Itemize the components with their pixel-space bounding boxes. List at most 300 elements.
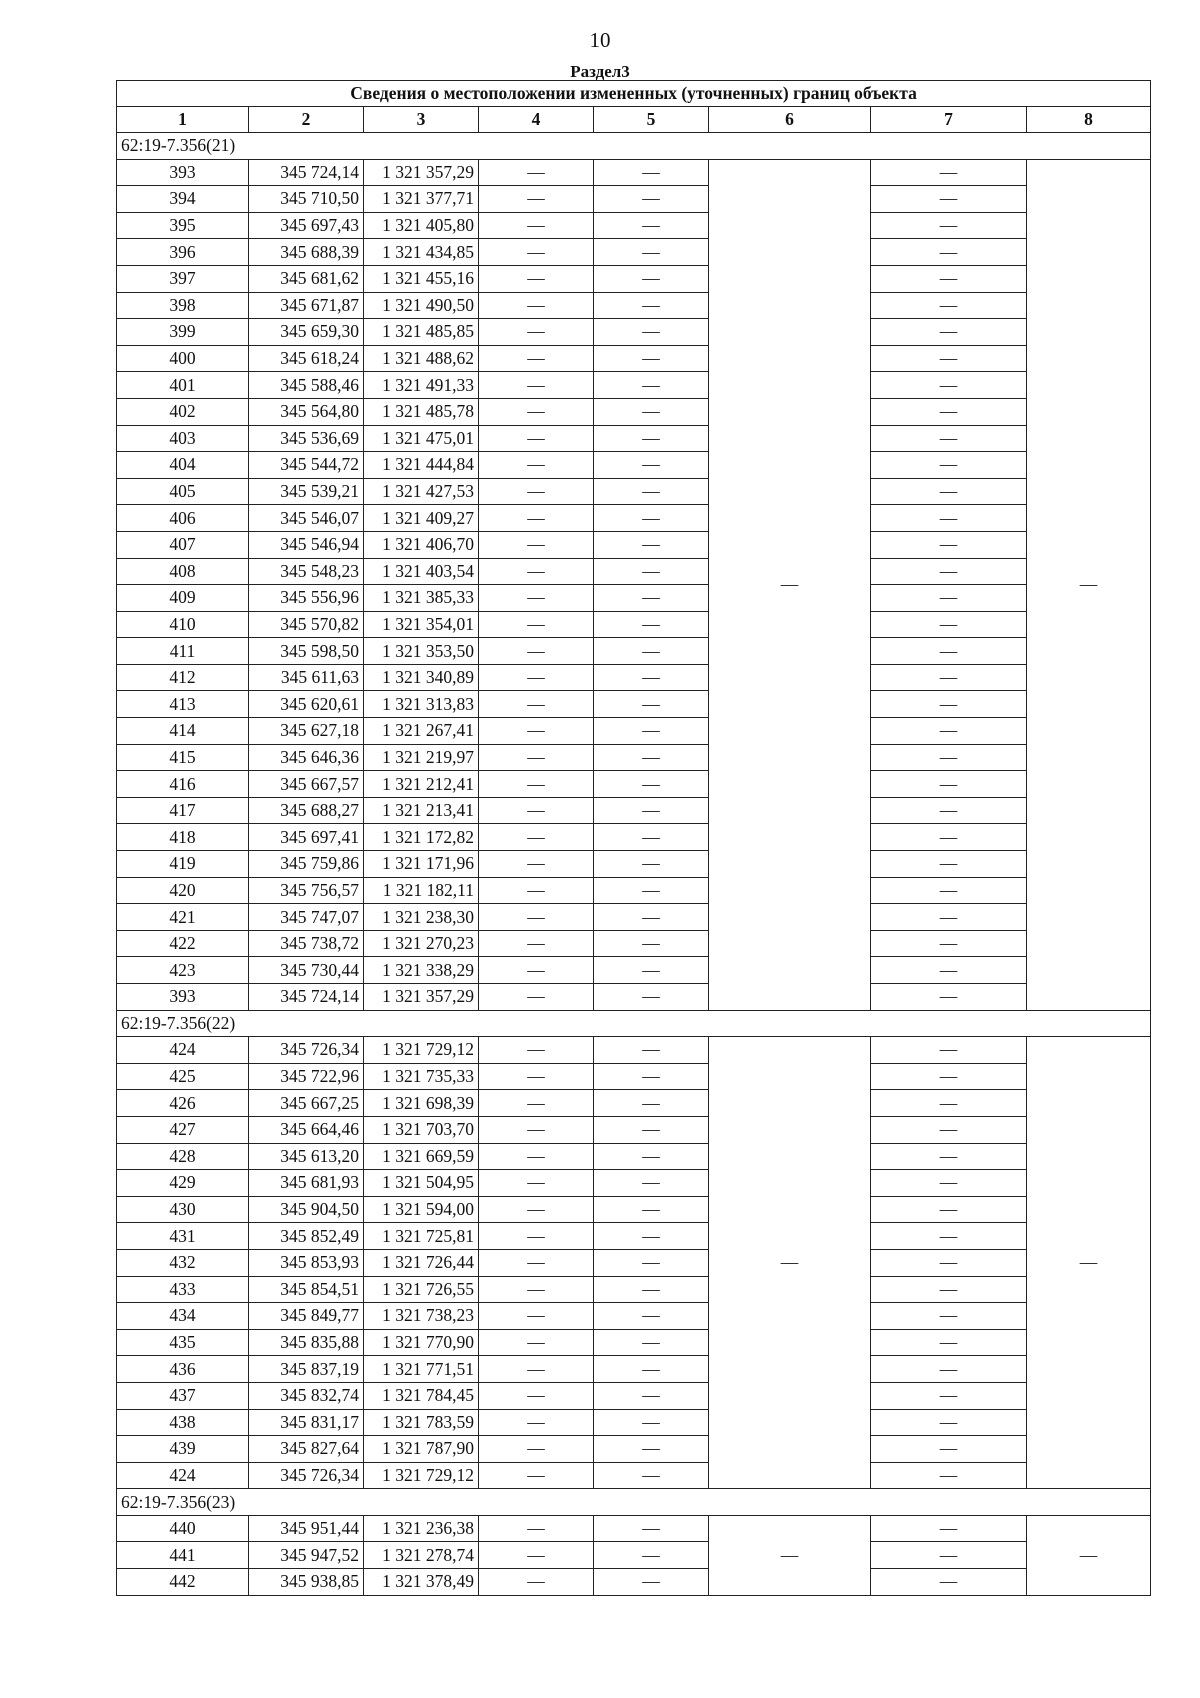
table-row bbox=[117, 319, 1151, 346]
coordinate-x: 345 852,49 bbox=[249, 1223, 364, 1250]
coordinate-x: 345 681,93 bbox=[249, 1170, 364, 1197]
column-4-dash: — bbox=[479, 239, 594, 266]
table-row bbox=[117, 212, 1151, 239]
column-4-dash: — bbox=[479, 904, 594, 931]
column-7-dash: — bbox=[871, 1037, 1027, 1064]
column-4-dash: — bbox=[479, 398, 594, 425]
coordinate-y: 1 321 787,90 bbox=[364, 1436, 479, 1463]
column-5-dash: — bbox=[594, 744, 709, 771]
point-number: 393 bbox=[117, 984, 249, 1011]
column-4-dash: — bbox=[479, 1329, 594, 1356]
column-4-dash: — bbox=[479, 851, 594, 878]
column-5-dash: — bbox=[594, 1063, 709, 1090]
coordinate-x: 345 724,14 bbox=[249, 159, 364, 186]
point-number: 439 bbox=[117, 1436, 249, 1463]
table-row bbox=[117, 1462, 1151, 1489]
column-7-dash: — bbox=[871, 345, 1027, 372]
coordinate-x: 345 747,07 bbox=[249, 904, 364, 931]
coordinate-x: 345 646,36 bbox=[249, 744, 364, 771]
column-7-dash: — bbox=[871, 212, 1027, 239]
column-5-dash: — bbox=[594, 585, 709, 612]
column-4-dash: — bbox=[479, 1569, 594, 1596]
coordinate-x: 345 724,14 bbox=[249, 984, 364, 1011]
column-4-dash: — bbox=[479, 824, 594, 851]
coordinate-y: 1 321 669,59 bbox=[364, 1143, 479, 1170]
table-row bbox=[117, 1436, 1151, 1463]
coordinate-x: 345 620,61 bbox=[249, 691, 364, 718]
table-row bbox=[117, 478, 1151, 505]
column-8-dash: — bbox=[1027, 1515, 1151, 1595]
coordinate-y: 1 321 357,29 bbox=[364, 984, 479, 1011]
table-row bbox=[117, 1303, 1151, 1330]
point-number: 427 bbox=[117, 1116, 249, 1143]
group-label: 62:19-7.356(21) bbox=[117, 133, 1151, 160]
point-number: 413 bbox=[117, 691, 249, 718]
column-7-dash: — bbox=[871, 1303, 1027, 1330]
coordinate-y: 1 321 427,53 bbox=[364, 478, 479, 505]
coordinate-x: 345 837,19 bbox=[249, 1356, 364, 1383]
table-row bbox=[117, 1037, 1151, 1064]
column-5-dash: — bbox=[594, 398, 709, 425]
column-7-dash: — bbox=[871, 1143, 1027, 1170]
column-5-dash: — bbox=[594, 159, 709, 186]
table-row bbox=[117, 531, 1151, 558]
table-row bbox=[117, 265, 1151, 292]
point-number: 415 bbox=[117, 744, 249, 771]
table-body bbox=[117, 133, 1151, 1596]
table-row bbox=[117, 1569, 1151, 1596]
table-row bbox=[117, 159, 1151, 186]
table-row bbox=[117, 1409, 1151, 1436]
table-title: Сведения о местоположении измененных (уточненных) границ объекта bbox=[117, 81, 1151, 107]
point-number: 394 bbox=[117, 186, 249, 213]
table-row bbox=[117, 611, 1151, 638]
point-number: 417 bbox=[117, 797, 249, 824]
column-5-dash: — bbox=[594, 851, 709, 878]
column-7-dash: — bbox=[871, 1196, 1027, 1223]
coordinate-x: 345 853,93 bbox=[249, 1249, 364, 1276]
column-header: 8 bbox=[1027, 107, 1151, 133]
table-row bbox=[117, 1249, 1151, 1276]
column-4-dash: — bbox=[479, 186, 594, 213]
coordinate-x: 345 832,74 bbox=[249, 1382, 364, 1409]
table-row bbox=[117, 797, 1151, 824]
column-4-dash: — bbox=[479, 585, 594, 612]
coordinate-y: 1 321 340,89 bbox=[364, 664, 479, 691]
column-4-dash: — bbox=[479, 212, 594, 239]
point-number: 428 bbox=[117, 1143, 249, 1170]
column-7-dash: — bbox=[871, 638, 1027, 665]
column-4-dash: — bbox=[479, 744, 594, 771]
table-row bbox=[117, 585, 1151, 612]
table-row bbox=[117, 930, 1151, 957]
column-6-dash: — bbox=[709, 159, 871, 1010]
column-4-dash: — bbox=[479, 452, 594, 479]
group-label: 62:19-7.356(23) bbox=[117, 1489, 1151, 1516]
column-5-dash: — bbox=[594, 1116, 709, 1143]
column-4-dash: — bbox=[479, 1462, 594, 1489]
coordinate-x: 345 710,50 bbox=[249, 186, 364, 213]
column-5-dash: — bbox=[594, 372, 709, 399]
column-header: 5 bbox=[594, 107, 709, 133]
coordinate-y: 1 321 385,33 bbox=[364, 585, 479, 612]
column-header: 2 bbox=[249, 107, 364, 133]
column-5-dash: — bbox=[594, 1170, 709, 1197]
point-number: 432 bbox=[117, 1249, 249, 1276]
table-row bbox=[117, 425, 1151, 452]
column-5-dash: — bbox=[594, 531, 709, 558]
column-5-dash: — bbox=[594, 904, 709, 931]
column-4-dash: — bbox=[479, 1249, 594, 1276]
column-7-dash: — bbox=[871, 877, 1027, 904]
column-4-dash: — bbox=[479, 1170, 594, 1197]
column-5-dash: — bbox=[594, 957, 709, 984]
column-5-dash: — bbox=[594, 771, 709, 798]
group-label: 62:19-7.356(22) bbox=[117, 1010, 1151, 1037]
point-number: 398 bbox=[117, 292, 249, 319]
column-5-dash: — bbox=[594, 718, 709, 745]
table-row bbox=[117, 957, 1151, 984]
coordinate-x: 345 667,25 bbox=[249, 1090, 364, 1117]
point-number: 409 bbox=[117, 585, 249, 612]
column-4-dash: — bbox=[479, 1116, 594, 1143]
coordinate-y: 1 321 735,33 bbox=[364, 1063, 479, 1090]
column-5-dash: — bbox=[594, 1249, 709, 1276]
column-7-dash: — bbox=[871, 611, 1027, 638]
table-row bbox=[117, 239, 1151, 266]
coordinate-x: 345 756,57 bbox=[249, 877, 364, 904]
column-4-dash: — bbox=[479, 558, 594, 585]
column-7-dash: — bbox=[871, 265, 1027, 292]
table-row bbox=[117, 1329, 1151, 1356]
coordinate-x: 345 738,72 bbox=[249, 930, 364, 957]
column-5-dash: — bbox=[594, 1090, 709, 1117]
column-7-dash: — bbox=[871, 186, 1027, 213]
coordinate-x: 345 951,44 bbox=[249, 1515, 364, 1542]
point-number: 396 bbox=[117, 239, 249, 266]
coordinate-x: 345 588,46 bbox=[249, 372, 364, 399]
column-7-dash: — bbox=[871, 505, 1027, 532]
coordinate-y: 1 321 353,50 bbox=[364, 638, 479, 665]
column-5-dash: — bbox=[594, 930, 709, 957]
table-row bbox=[117, 1356, 1151, 1383]
column-4-dash: — bbox=[479, 718, 594, 745]
column-7-dash: — bbox=[871, 744, 1027, 771]
column-4-dash: — bbox=[479, 1409, 594, 1436]
column-4-dash: — bbox=[479, 930, 594, 957]
column-4-dash: — bbox=[479, 664, 594, 691]
table-row bbox=[117, 1143, 1151, 1170]
coordinate-y: 1 321 783,59 bbox=[364, 1409, 479, 1436]
column-5-dash: — bbox=[594, 691, 709, 718]
column-5-dash: — bbox=[594, 1515, 709, 1542]
column-7-dash: — bbox=[871, 1382, 1027, 1409]
table-row bbox=[117, 398, 1151, 425]
coordinate-x: 345 849,77 bbox=[249, 1303, 364, 1330]
coordinate-y: 1 321 405,80 bbox=[364, 212, 479, 239]
column-7-dash: — bbox=[871, 372, 1027, 399]
column-7-dash: — bbox=[871, 930, 1027, 957]
point-number: 395 bbox=[117, 212, 249, 239]
column-4-dash: — bbox=[479, 1037, 594, 1064]
coordinate-y: 1 321 725,81 bbox=[364, 1223, 479, 1250]
point-number: 438 bbox=[117, 1409, 249, 1436]
point-number: 423 bbox=[117, 957, 249, 984]
table-row bbox=[117, 1170, 1151, 1197]
point-number: 406 bbox=[117, 505, 249, 532]
coordinate-y: 1 321 698,39 bbox=[364, 1090, 479, 1117]
coordinate-x: 345 546,07 bbox=[249, 505, 364, 532]
column-7-dash: — bbox=[871, 558, 1027, 585]
column-7-dash: — bbox=[871, 1409, 1027, 1436]
column-4-dash: — bbox=[479, 957, 594, 984]
point-number: 440 bbox=[117, 1515, 249, 1542]
column-5-dash: — bbox=[594, 1569, 709, 1596]
coordinate-x: 345 681,62 bbox=[249, 265, 364, 292]
column-5-dash: — bbox=[594, 345, 709, 372]
point-number: 402 bbox=[117, 398, 249, 425]
column-5-dash: — bbox=[594, 425, 709, 452]
column-header: 7 bbox=[871, 107, 1027, 133]
table-row bbox=[117, 1063, 1151, 1090]
table-row bbox=[117, 1196, 1151, 1223]
column-7-dash: — bbox=[871, 1063, 1027, 1090]
coordinate-y: 1 321 378,49 bbox=[364, 1569, 479, 1596]
column-7-dash: — bbox=[871, 1329, 1027, 1356]
coordinate-y: 1 321 270,23 bbox=[364, 930, 479, 957]
coordinate-x: 345 688,39 bbox=[249, 239, 364, 266]
table-row bbox=[117, 186, 1151, 213]
point-number: 426 bbox=[117, 1090, 249, 1117]
column-4-dash: — bbox=[479, 797, 594, 824]
coordinate-y: 1 321 212,41 bbox=[364, 771, 479, 798]
table-row bbox=[117, 292, 1151, 319]
column-5-dash: — bbox=[594, 877, 709, 904]
column-4-dash: — bbox=[479, 1542, 594, 1569]
section-label: Раздел3 bbox=[570, 62, 630, 81]
coordinate-y: 1 321 357,29 bbox=[364, 159, 479, 186]
point-number: 425 bbox=[117, 1063, 249, 1090]
point-number: 429 bbox=[117, 1170, 249, 1197]
column-5-dash: — bbox=[594, 186, 709, 213]
coordinate-x: 345 667,57 bbox=[249, 771, 364, 798]
column-4-dash: — bbox=[479, 1276, 594, 1303]
column-4-dash: — bbox=[479, 372, 594, 399]
coordinate-y: 1 321 455,16 bbox=[364, 265, 479, 292]
table-row bbox=[117, 877, 1151, 904]
point-number: 399 bbox=[117, 319, 249, 346]
coordinate-y: 1 321 485,85 bbox=[364, 319, 479, 346]
coordinate-y: 1 321 491,33 bbox=[364, 372, 479, 399]
coordinate-y: 1 321 219,97 bbox=[364, 744, 479, 771]
column-4-dash: — bbox=[479, 611, 594, 638]
column-5-dash: — bbox=[594, 1542, 709, 1569]
column-4-dash: — bbox=[479, 345, 594, 372]
coordinate-y: 1 321 267,41 bbox=[364, 718, 479, 745]
coordinate-y: 1 321 770,90 bbox=[364, 1329, 479, 1356]
coordinate-y: 1 321 406,70 bbox=[364, 531, 479, 558]
column-7-dash: — bbox=[871, 1542, 1027, 1569]
point-number: 414 bbox=[117, 718, 249, 745]
column-4-dash: — bbox=[479, 425, 594, 452]
column-4-dash: — bbox=[479, 771, 594, 798]
column-7-dash: — bbox=[871, 319, 1027, 346]
column-5-dash: — bbox=[594, 452, 709, 479]
coordinate-x: 345 664,46 bbox=[249, 1116, 364, 1143]
column-4-dash: — bbox=[479, 505, 594, 532]
column-6-dash: — bbox=[709, 1037, 871, 1489]
column-7-dash: — bbox=[871, 1170, 1027, 1197]
group-header-row bbox=[117, 133, 1151, 160]
column-7-dash: — bbox=[871, 478, 1027, 505]
column-7-dash: — bbox=[871, 1090, 1027, 1117]
group-header-row bbox=[117, 1489, 1151, 1516]
column-4-dash: — bbox=[479, 1382, 594, 1409]
point-number: 433 bbox=[117, 1276, 249, 1303]
column-7-dash: — bbox=[871, 531, 1027, 558]
column-7-dash: — bbox=[871, 452, 1027, 479]
coordinate-y: 1 321 182,11 bbox=[364, 877, 479, 904]
point-number: 418 bbox=[117, 824, 249, 851]
column-7-dash: — bbox=[871, 1515, 1027, 1542]
table-row bbox=[117, 345, 1151, 372]
column-4-dash: — bbox=[479, 877, 594, 904]
point-number: 434 bbox=[117, 1303, 249, 1330]
coordinate-y: 1 321 485,78 bbox=[364, 398, 479, 425]
column-7-dash: — bbox=[871, 1276, 1027, 1303]
page-number: 10 bbox=[589, 28, 611, 52]
column-7-dash: — bbox=[871, 398, 1027, 425]
column-5-dash: — bbox=[594, 239, 709, 266]
column-5-dash: — bbox=[594, 1037, 709, 1064]
column-5-dash: — bbox=[594, 319, 709, 346]
coordinate-x: 345 697,41 bbox=[249, 824, 364, 851]
column-7-dash: — bbox=[871, 797, 1027, 824]
column-header-row bbox=[117, 107, 1151, 133]
column-4-dash: — bbox=[479, 265, 594, 292]
coordinate-y: 1 321 171,96 bbox=[364, 851, 479, 878]
point-number: 397 bbox=[117, 265, 249, 292]
coordinate-x: 345 688,27 bbox=[249, 797, 364, 824]
coordinate-y: 1 321 409,27 bbox=[364, 505, 479, 532]
table-row bbox=[117, 691, 1151, 718]
coordinate-y: 1 321 444,84 bbox=[364, 452, 479, 479]
coordinate-x: 345 618,24 bbox=[249, 345, 364, 372]
table-row bbox=[117, 718, 1151, 745]
column-7-dash: — bbox=[871, 1249, 1027, 1276]
column-7-dash: — bbox=[871, 824, 1027, 851]
point-number: 416 bbox=[117, 771, 249, 798]
column-7-dash: — bbox=[871, 159, 1027, 186]
column-4-dash: — bbox=[479, 1143, 594, 1170]
column-header: 1 bbox=[117, 107, 249, 133]
table-row bbox=[117, 558, 1151, 585]
coordinate-y: 1 321 488,62 bbox=[364, 345, 479, 372]
table-row bbox=[117, 1542, 1151, 1569]
column-5-dash: — bbox=[594, 1303, 709, 1330]
coordinate-y: 1 321 434,85 bbox=[364, 239, 479, 266]
column-8-dash: — bbox=[1027, 159, 1151, 1010]
point-number: 424 bbox=[117, 1462, 249, 1489]
column-7-dash: — bbox=[871, 718, 1027, 745]
point-number: 419 bbox=[117, 851, 249, 878]
point-number: 404 bbox=[117, 452, 249, 479]
table-row bbox=[117, 372, 1151, 399]
column-5-dash: — bbox=[594, 984, 709, 1011]
point-number: 420 bbox=[117, 877, 249, 904]
column-7-dash: — bbox=[871, 1462, 1027, 1489]
column-5-dash: — bbox=[594, 824, 709, 851]
column-header: 3 bbox=[364, 107, 479, 133]
column-5-dash: — bbox=[594, 638, 709, 665]
column-5-dash: — bbox=[594, 1436, 709, 1463]
coordinate-x: 345 854,51 bbox=[249, 1276, 364, 1303]
column-4-dash: — bbox=[479, 1223, 594, 1250]
column-5-dash: — bbox=[594, 1143, 709, 1170]
coordinate-x: 345 546,94 bbox=[249, 531, 364, 558]
point-number: 437 bbox=[117, 1382, 249, 1409]
coordinate-x: 345 564,80 bbox=[249, 398, 364, 425]
coordinate-y: 1 321 236,38 bbox=[364, 1515, 479, 1542]
column-4-dash: — bbox=[479, 1090, 594, 1117]
coordinate-x: 345 659,30 bbox=[249, 319, 364, 346]
column-5-dash: — bbox=[594, 265, 709, 292]
point-number: 393 bbox=[117, 159, 249, 186]
point-number: 424 bbox=[117, 1037, 249, 1064]
point-number: 407 bbox=[117, 531, 249, 558]
coordinates-table bbox=[116, 80, 1151, 1596]
column-4-dash: — bbox=[479, 1356, 594, 1383]
column-8-dash: — bbox=[1027, 1037, 1151, 1489]
column-4-dash: — bbox=[479, 159, 594, 186]
point-number: 436 bbox=[117, 1356, 249, 1383]
point-number: 403 bbox=[117, 425, 249, 452]
column-4-dash: — bbox=[479, 292, 594, 319]
column-7-dash: — bbox=[871, 1356, 1027, 1383]
coordinate-y: 1 321 338,29 bbox=[364, 957, 479, 984]
column-7-dash: — bbox=[871, 1436, 1027, 1463]
column-5-dash: — bbox=[594, 1329, 709, 1356]
column-5-dash: — bbox=[594, 292, 709, 319]
column-4-dash: — bbox=[479, 531, 594, 558]
coordinate-x: 345 671,87 bbox=[249, 292, 364, 319]
coordinate-y: 1 321 213,41 bbox=[364, 797, 479, 824]
coordinate-x: 345 938,85 bbox=[249, 1569, 364, 1596]
column-7-dash: — bbox=[871, 691, 1027, 718]
coordinate-y: 1 321 729,12 bbox=[364, 1037, 479, 1064]
column-5-dash: — bbox=[594, 558, 709, 585]
column-4-dash: — bbox=[479, 638, 594, 665]
column-7-dash: — bbox=[871, 1223, 1027, 1250]
coordinate-y: 1 321 313,83 bbox=[364, 691, 479, 718]
column-4-dash: — bbox=[479, 1436, 594, 1463]
coordinate-x: 345 611,63 bbox=[249, 664, 364, 691]
column-4-dash: — bbox=[479, 1063, 594, 1090]
column-6-dash: — bbox=[709, 1515, 871, 1595]
column-5-dash: — bbox=[594, 505, 709, 532]
coordinate-y: 1 321 377,71 bbox=[364, 186, 479, 213]
point-number: 405 bbox=[117, 478, 249, 505]
table-row bbox=[117, 1276, 1151, 1303]
table-row bbox=[117, 1090, 1151, 1117]
table-row bbox=[117, 1515, 1151, 1542]
table-row bbox=[117, 1116, 1151, 1143]
column-5-dash: — bbox=[594, 611, 709, 638]
column-5-dash: — bbox=[594, 664, 709, 691]
column-5-dash: — bbox=[594, 1196, 709, 1223]
coordinate-y: 1 321 238,30 bbox=[364, 904, 479, 931]
point-number: 400 bbox=[117, 345, 249, 372]
